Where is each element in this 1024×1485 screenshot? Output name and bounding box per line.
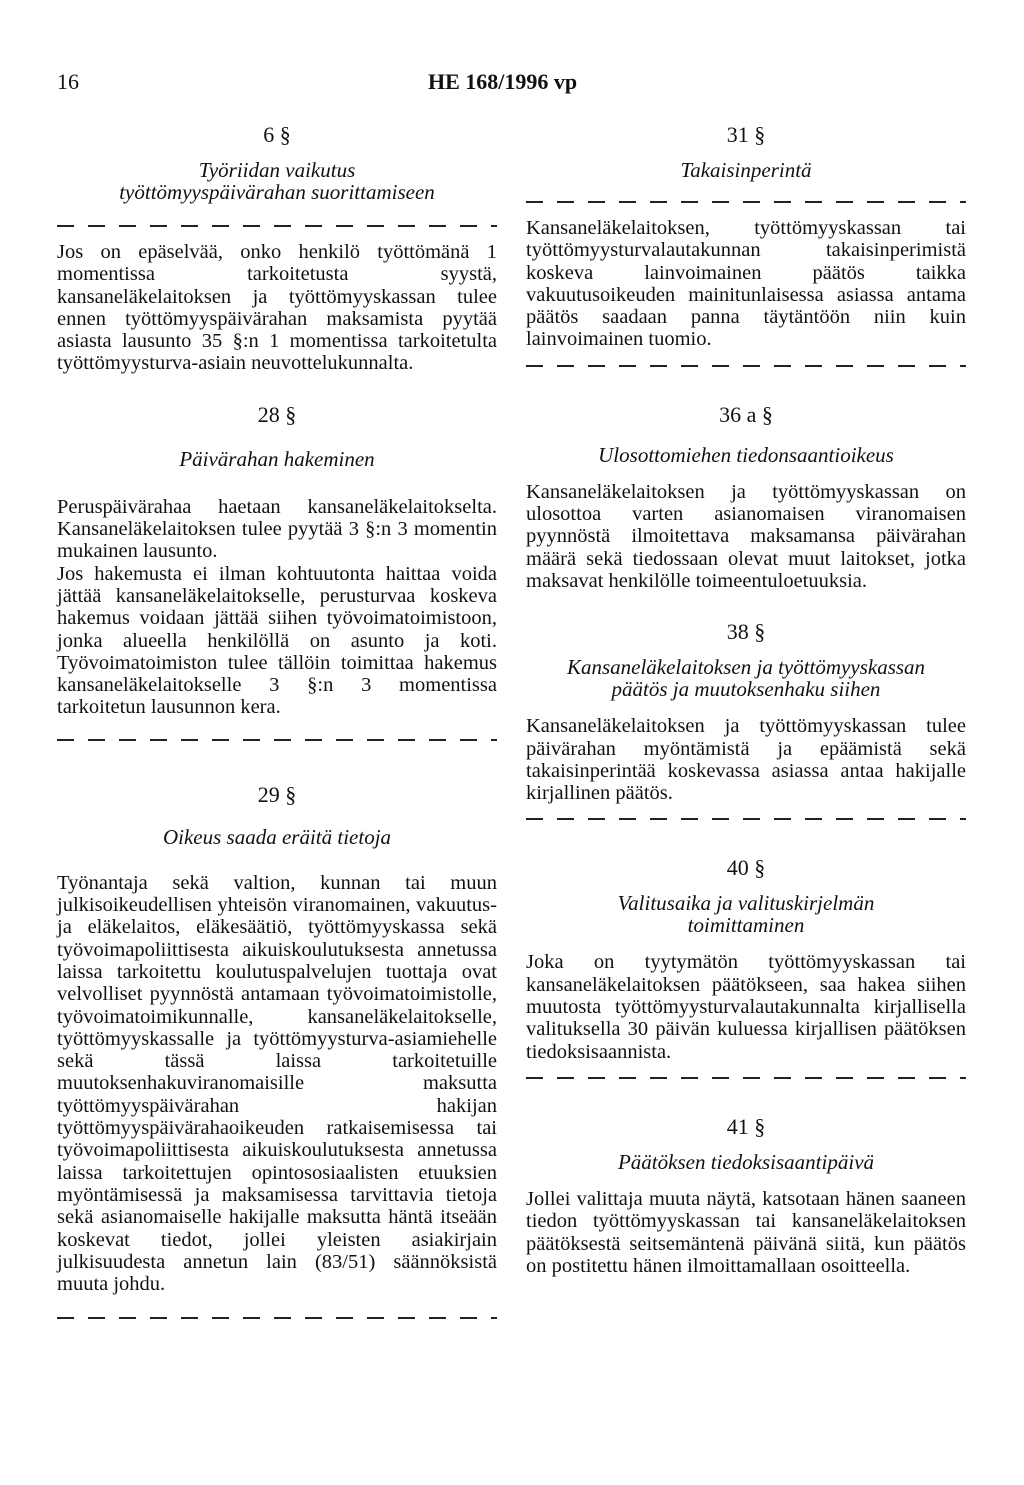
section-title: Takaisinperintä <box>680 158 812 182</box>
omission-divider <box>526 365 966 367</box>
section-28 <box>57 401 497 741</box>
section-number: 6 § <box>263 122 291 147</box>
section-title: Oikeus saada eräitä tietoja <box>162 824 392 849</box>
section-number: 40 § <box>726 855 766 881</box>
section-36a <box>526 401 966 592</box>
omission-divider <box>57 1317 497 1319</box>
section-title: Valitusaika ja valituskirjelmän toimittaminen <box>617 891 875 938</box>
section-38 <box>526 618 966 820</box>
section-paragraph: Kansaneläkelaitoksen ja työttömyyskassan on ulosottoa varten asianomaisen viranomaisen pyynnöstä ilmoitettava maksamansa päivärahan määrä sekä tiedossaan olevat muut laitokset, jotka maksavat henkilölle toimeentuloetuuksia. <box>526 480 966 592</box>
document-id: HE 168/1996 vp <box>428 69 578 94</box>
omission-divider <box>57 225 497 227</box>
section-title: Kansaneläkelaitoksen ja työttömyyskassan päätös ja muutoksenhaku siihen <box>566 655 926 702</box>
section-number: 36 a § <box>719 401 773 427</box>
section-29 <box>57 781 497 1320</box>
omission-divider <box>526 818 966 820</box>
section-number: 31 § <box>726 122 766 147</box>
section-number: 38 § <box>726 619 766 645</box>
section-41 <box>526 1113 966 1277</box>
section-title: Työriidan vaikutus työttömyyspäivärahan suorittamiseen <box>119 158 435 204</box>
section-paragraph: Jos hakemusta ei ilman kohtuutonta haittaa voida jättää kansaneläkelaitokselle, perusturvaa koskeva hakemus voidaan jättää siihen työvoimatoimistoon, jonka alueella henkilöllä on asunto ja koti. Työvoimatoimiston tulee tällöin toimittaa hakemus kansaneläkelaitokselle 3 §:n 3 momentissa tarkoitetun lausunnon kera. <box>57 562 497 719</box>
section-title: Ulosottomiehen tiedonsaantioikeus <box>598 442 894 467</box>
section-6 <box>57 121 497 375</box>
section-title: Päivärahan hakeminen <box>179 446 375 471</box>
section-paragraph: Joka on tyytymätön työttömyyskassan tai kansaneläkelaitoksen päätökseen, saa hakea siihen muutosta työttömyysturvalautakunnalta kirjallisella valituksella 30 päivän kuluessa kirjallisen päätöksen tiedoksisaannista. <box>526 951 966 1063</box>
omission-divider <box>526 201 966 203</box>
section-paragraph: Kansaneläkelaitoksen ja työttömyyskassan tulee päivärahan myöntämistä ja epäämistä sekä takaisinperintää koskevassa asiassa antaa hakijalle kirjallinen päätös. <box>526 715 966 805</box>
section-number: 41 § <box>726 1113 766 1139</box>
section-paragraph: Työnantaja sekä valtion, kunnan tai muun julkisoikeudellisen yhteisön viranomainen, vakuutus- ja eläkelaitos, eläkesäätiö, työttömyyskassa sekä työvoimapoliittisesta aikuiskoulutuksesta annetussa laissa tarkoitettu koulutuspalvelujen tuottaja ovat velvolliset pyynnöstä antamaan työvoimatoimistolle, työvoimatoimikunnalle, kansaneläkelaitokselle, työttömyyskassalle ja työttömyysturva-asiamiehelle sekä tässä laissa tarkoitetuille muutoksenhakuviranomaisille maksutta työttömyyspäivärahan hakijan työttömyyspäivärahaoikeuden ratkaisemisessa tai työvoimapoliittisesta aikuiskoulutuksesta annetussa laissa tarkoitettujen opintososiaalisten etuuksien myöntämisessä ja maksamisessa tarvittavia tietoja sekä asianomaiselle hakijalle maksutta häntä itseään koskevat tiedot, jollei yleisten asiakirjain julkisuudesta annetun lain (83/51) säännöksistä muuta johdu. <box>57 871 497 1296</box>
page-number: 16 <box>57 69 79 94</box>
section-paragraph: Jollei valittaja muuta näytä, katsotaan hänen saaneen tiedon työttömyyskassan tai kansaneläkelaitoksen päätöksestä seitsemäntenä päivänä siitä, kun päätös on postitettu hänen ilmoittamallaan osoitteella. <box>526 1187 966 1277</box>
section-paragraph: Kansaneläkelaitoksen, työttömyyskassan tai työttömyysturvalautakunnan takaisinperimistä koskeva lainvoimainen päätös taikka vakuutusoikeuden mainitunlaisessa asiassa antama päätös saadaan panna täytäntöön niin kuin lainvoimainen tuomio. <box>526 217 966 351</box>
section-title: Päätöksen tiedoksisaantipäivä <box>617 1149 875 1174</box>
left-column <box>57 121 497 1333</box>
right-column <box>526 121 966 1277</box>
section-paragraph: Peruspäivärahaa haetaan kansaneläkelaitokselta. Kansaneläkelaitoksen tulee pyytää 3 §:n 3 momentin mukainen lausunto. <box>57 495 497 563</box>
section-40 <box>526 854 966 1078</box>
omission-divider <box>526 1077 966 1079</box>
section-number: 28 § <box>257 401 297 427</box>
omission-divider <box>57 739 497 741</box>
section-number: 29 § <box>257 781 297 807</box>
section-paragraph: Jos on epäselvää, onko henkilö työttömänä 1 momentissa tarkoitetusta syystä, kansaneläkelaitoksen ja työttömyyskassan tulee ennen työttömyyspäivärahan maksamista pyytää asiasta lausunto 35 §:n 1 momentissa tarkoitetulta työttömyysturva-asiain neuvottelukunnalta. <box>57 241 497 375</box>
section-31 <box>526 121 966 367</box>
